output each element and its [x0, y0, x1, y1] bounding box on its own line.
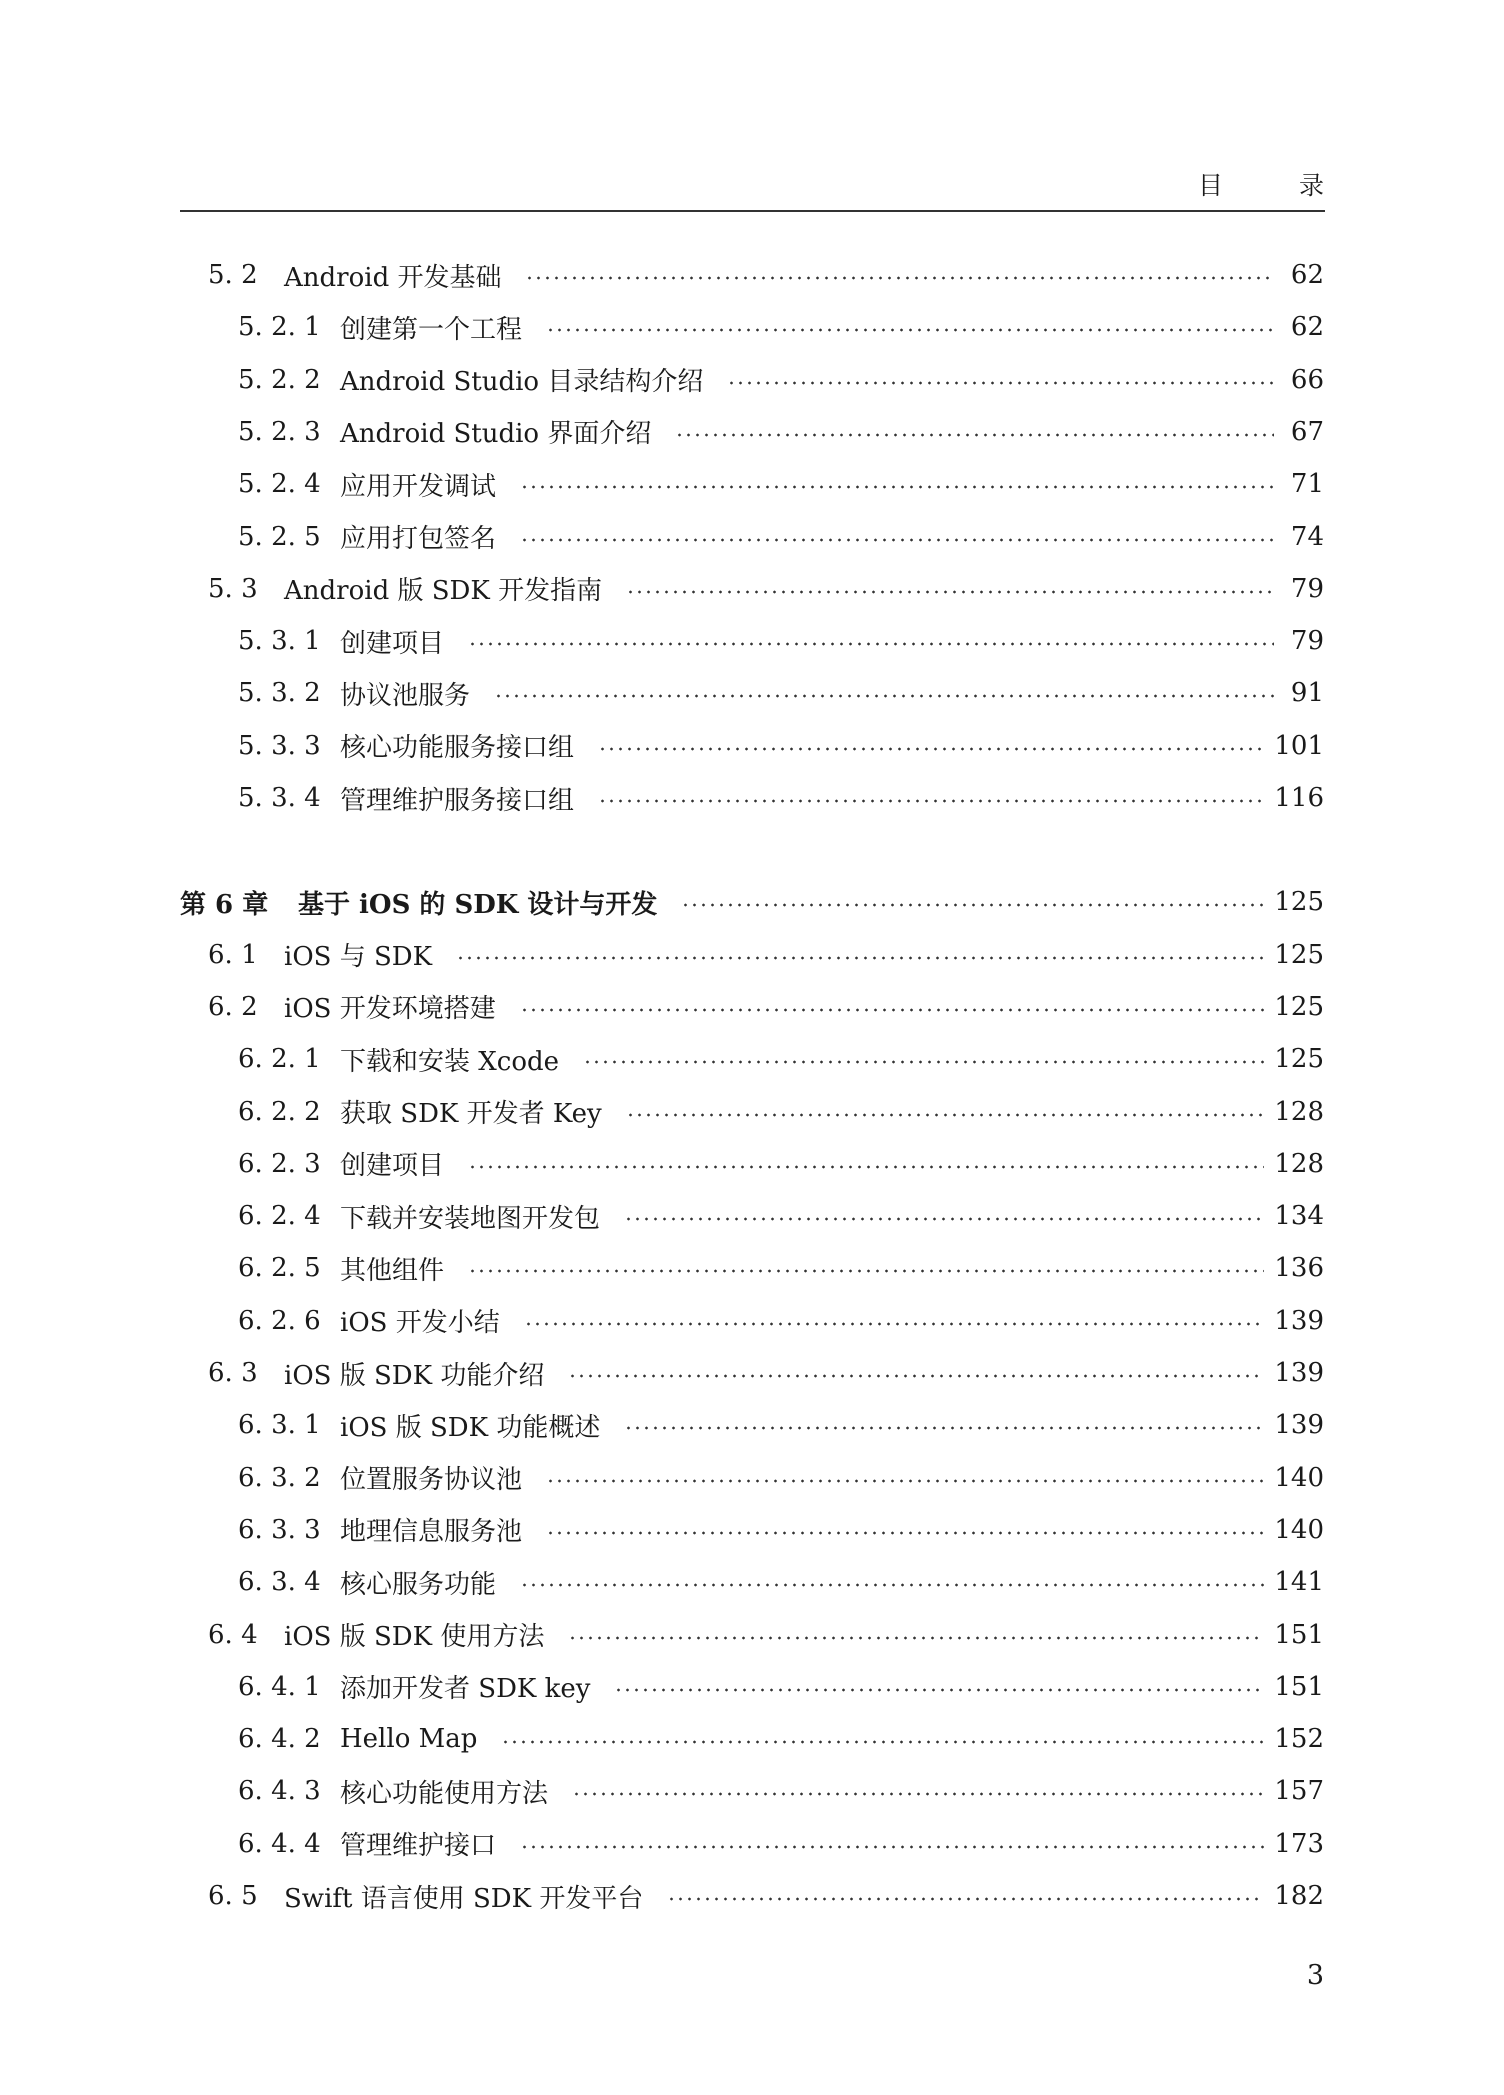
toc-entry-title: 创建项目 — [340, 1151, 445, 1182]
toc-subsection-entry[interactable] — [238, 1765, 1324, 1817]
toc-entry-page: 62 — [1290, 260, 1324, 290]
toc-entry-number: 6. 4 — [208, 1619, 258, 1650]
toc-entry-number: 6. 3. 1 — [238, 1410, 321, 1441]
toc-subsection-entry[interactable] — [238, 1399, 1324, 1451]
toc-subsection-entry[interactable] — [238, 1818, 1324, 1870]
toc-entry-number: 6. 2. 5 — [238, 1253, 321, 1284]
toc-section-entry[interactable] — [208, 1347, 1324, 1399]
toc-entry-page: 67 — [1290, 416, 1324, 447]
toc-entry-title: Android Studio 界面介绍 — [340, 419, 652, 450]
toc-entry-page: 125 — [1274, 887, 1324, 918]
toc-entry-page: 91 — [1290, 678, 1324, 709]
toc-subsection-entry[interactable] — [238, 1242, 1324, 1294]
toc-entry-page: 140 — [1274, 1514, 1324, 1545]
toc-entry-title: 添加开发者 SDK key — [340, 1674, 591, 1705]
toc-entry-number: 6. 5 — [208, 1881, 258, 1911]
toc-entry-title: 创建第一个工程 — [340, 314, 523, 345]
dot-leader — [598, 799, 1264, 803]
dot-leader — [524, 1322, 1265, 1326]
toc-entry-title: 创建项目 — [340, 628, 445, 659]
dot-leader — [568, 1636, 1264, 1640]
toc-entry-page: 152 — [1274, 1724, 1324, 1755]
dot-leader — [614, 1688, 1264, 1692]
toc-entry-title: 地理信息服务池 — [340, 1517, 523, 1548]
toc-entry-page: 101 — [1274, 730, 1324, 761]
toc-entry-page: 136 — [1274, 1253, 1324, 1284]
toc-entry-page: 125 — [1274, 1044, 1324, 1075]
toc-entry-title: 基于 iOS 的 SDK 设计与开发 — [298, 889, 658, 920]
toc-subsection-entry[interactable] — [238, 458, 1324, 510]
toc-entry-number: 6. 4. 4 — [238, 1828, 321, 1859]
dot-leader — [598, 747, 1264, 751]
dot-leader — [624, 1426, 1264, 1430]
toc-entry-number: 5. 2. 1 — [238, 312, 321, 343]
toc-entry-page: 125 — [1274, 939, 1324, 970]
dot-leader — [667, 1897, 1264, 1901]
toc-entry-page: 128 — [1274, 1096, 1324, 1127]
toc-entry-title: iOS 版 SDK 功能概述 — [340, 1412, 601, 1443]
toc-entry-page: 128 — [1274, 1148, 1324, 1179]
toc-subsection-entry[interactable] — [238, 1033, 1324, 1085]
toc-entry-title: 其他组件 — [340, 1255, 445, 1286]
dot-leader — [520, 485, 1274, 489]
toc-entry-number: 6. 3. 4 — [238, 1567, 321, 1598]
toc-entry-page: 134 — [1274, 1201, 1324, 1232]
toc-subsection-entry[interactable] — [238, 1504, 1324, 1556]
running-head: 目 录 — [1198, 171, 1358, 200]
toc-subsection-entry[interactable] — [238, 615, 1324, 667]
toc-entry-page: 151 — [1274, 1671, 1324, 1702]
toc-entry-page: 139 — [1274, 1305, 1324, 1336]
toc-entry-number: 5. 3 — [208, 573, 258, 604]
toc-entry-page: 71 — [1290, 469, 1324, 500]
dot-leader — [546, 1479, 1264, 1483]
dot-leader — [727, 381, 1274, 385]
toc-entry-title: Hello Map — [340, 1724, 478, 1755]
toc-subsection-entry[interactable] — [238, 1295, 1324, 1347]
toc-entry-number: 5. 3. 1 — [238, 626, 321, 657]
toc-entry-number: 6. 3 — [208, 1358, 258, 1388]
dot-leader — [546, 328, 1274, 332]
toc-section-entry[interactable] — [208, 1870, 1324, 1922]
toc-entry-title: 下载并安装地图开发包 — [340, 1203, 601, 1234]
toc-section-entry[interactable] — [208, 981, 1324, 1033]
toc-entry-page: 79 — [1290, 626, 1324, 657]
toc-entry-title: 位置服务协议池 — [340, 1465, 523, 1496]
toc-entry-title: 核心功能服务接口组 — [340, 733, 575, 764]
toc-entry-number: 6. 2 — [208, 991, 258, 1022]
toc-entry-title: 应用开发调试 — [340, 471, 497, 502]
toc-section-entry[interactable] — [208, 563, 1324, 615]
toc-entry-page: 139 — [1274, 1410, 1324, 1441]
dot-leader — [626, 590, 1274, 594]
toc-entry-number: 6. 3. 2 — [238, 1462, 321, 1493]
toc-subsection-entry[interactable] — [238, 720, 1324, 772]
toc-subsection-entry[interactable] — [238, 1661, 1324, 1713]
toc-entry-title: 下载和安装 Xcode — [340, 1046, 560, 1077]
dot-leader — [520, 1583, 1264, 1587]
toc-entry-number: 6. 4. 3 — [238, 1776, 321, 1807]
toc-entry-page: 125 — [1274, 991, 1324, 1022]
dot-leader — [546, 1531, 1264, 1535]
toc-entry-page: 66 — [1290, 364, 1324, 395]
toc-section-entry[interactable] — [208, 929, 1324, 981]
toc-entry-title: 管理维护接口 — [340, 1831, 497, 1862]
dot-leader — [520, 538, 1274, 542]
toc-section-entry[interactable] — [208, 249, 1324, 301]
toc-entry-page: 141 — [1274, 1567, 1324, 1598]
toc-section-entry[interactable] — [208, 1609, 1324, 1661]
toc-entry-page: 74 — [1290, 521, 1324, 552]
toc-entry-title: iOS 与 SDK — [284, 942, 433, 973]
dot-leader — [583, 1060, 1264, 1064]
toc-entry-number: 5. 2. 2 — [238, 364, 321, 395]
toc-entry-title: iOS 开发小结 — [340, 1308, 500, 1339]
toc-subsection-entry[interactable] — [238, 1138, 1324, 1190]
toc-entry-page: 157 — [1274, 1776, 1324, 1807]
toc-subsection-entry[interactable] — [238, 1086, 1324, 1138]
toc-entry-number: 5. 2. 5 — [238, 521, 321, 552]
toc-entry-number: 5. 3. 2 — [238, 678, 321, 709]
dot-leader — [568, 1374, 1264, 1378]
dot-leader — [520, 1845, 1264, 1849]
toc-entry-number: 6. 3. 3 — [238, 1514, 321, 1545]
toc-entry-title: 应用打包签名 — [340, 524, 497, 554]
page-number: 3 — [1306, 1960, 1324, 1991]
toc-subsection-entry[interactable] — [238, 1452, 1324, 1504]
toc-subsection-entry[interactable] — [238, 667, 1324, 719]
toc-subsection-entry[interactable] — [238, 511, 1324, 563]
toc-entry-number: 6. 1 — [208, 939, 258, 970]
dot-leader — [626, 1113, 1265, 1117]
toc-subsection-entry[interactable] — [238, 1190, 1324, 1242]
toc-entry-number: 5. 3. 4 — [238, 783, 321, 813]
toc-entry-title: iOS 开发环境搭建 — [284, 994, 496, 1025]
dot-leader — [468, 642, 1274, 646]
toc-subsection-entry[interactable] — [238, 772, 1324, 824]
toc-entry-page: 173 — [1274, 1828, 1324, 1859]
dot-leader — [501, 1740, 1264, 1744]
toc-subsection-entry[interactable] — [238, 1713, 1324, 1765]
toc-entry-page: 62 — [1290, 312, 1324, 343]
toc-entry-page: 182 — [1274, 1881, 1324, 1911]
toc-entry-number: 5. 2. 4 — [238, 469, 321, 500]
toc-entry-title: Android 版 SDK 开发指南 — [284, 576, 603, 607]
toc-entry-page: 151 — [1274, 1619, 1324, 1650]
toc-entry-title: Android Studio 目录结构介绍 — [340, 367, 704, 398]
dot-leader — [572, 1792, 1264, 1796]
toc-entry-title: iOS 版 SDK 使用方法 — [284, 1622, 545, 1652]
toc-entry-number: 第 6 章 — [180, 889, 269, 920]
toc-entry-number: 6. 2. 3 — [238, 1148, 321, 1179]
toc-subsection-entry[interactable] — [238, 354, 1324, 406]
dot-leader — [681, 903, 1264, 907]
toc-entry-page: 79 — [1290, 573, 1324, 604]
toc-entry-page: 139 — [1274, 1358, 1324, 1388]
toc-entry-number: 6. 2. 6 — [238, 1305, 321, 1336]
toc-entry-number: 6. 2. 2 — [238, 1096, 321, 1127]
toc-entry-title: 核心服务功能 — [340, 1569, 497, 1600]
toc-entry-title: iOS 版 SDK 功能介绍 — [284, 1360, 545, 1391]
dot-leader — [494, 694, 1274, 698]
toc-entry-number: 5. 2. 3 — [238, 416, 321, 447]
toc-entry-page: 116 — [1274, 783, 1324, 813]
dot-leader — [468, 1269, 1264, 1273]
toc-chapter-entry[interactable] — [180, 876, 1324, 928]
toc-subsection-entry[interactable] — [238, 301, 1324, 353]
dot-leader — [520, 1008, 1265, 1012]
dot-leader — [675, 433, 1274, 437]
header-rule — [180, 210, 1325, 212]
toc-entry-title: 管理维护服务接口组 — [340, 785, 575, 816]
dot-leader — [525, 276, 1274, 280]
toc-entry-title: Swift 语言使用 SDK 开发平台 — [284, 1883, 644, 1914]
toc-entry-title: 协议池服务 — [340, 680, 471, 711]
toc-entry-title: 核心功能使用方法 — [340, 1778, 549, 1809]
toc-entry-number: 6. 4. 2 — [238, 1724, 321, 1755]
toc-entry-page: 140 — [1274, 1462, 1324, 1493]
dot-leader — [468, 1165, 1264, 1169]
toc-subsection-entry[interactable] — [238, 1556, 1324, 1608]
toc-entry-number: 6. 2. 4 — [238, 1201, 321, 1232]
toc-entry-title: 获取 SDK 开发者 Key — [340, 1099, 602, 1129]
toc-entry-number: 6. 2. 1 — [238, 1044, 321, 1075]
toc-entry-title: Android 开发基础 — [284, 262, 502, 293]
toc-subsection-entry[interactable] — [238, 406, 1324, 458]
toc-entry-number: 6. 4. 1 — [238, 1671, 321, 1702]
toc-entry-number: 5. 3. 3 — [238, 730, 321, 761]
dot-leader — [456, 956, 1264, 960]
toc-entry-number: 5. 2 — [208, 260, 258, 290]
dot-leader — [624, 1217, 1264, 1221]
